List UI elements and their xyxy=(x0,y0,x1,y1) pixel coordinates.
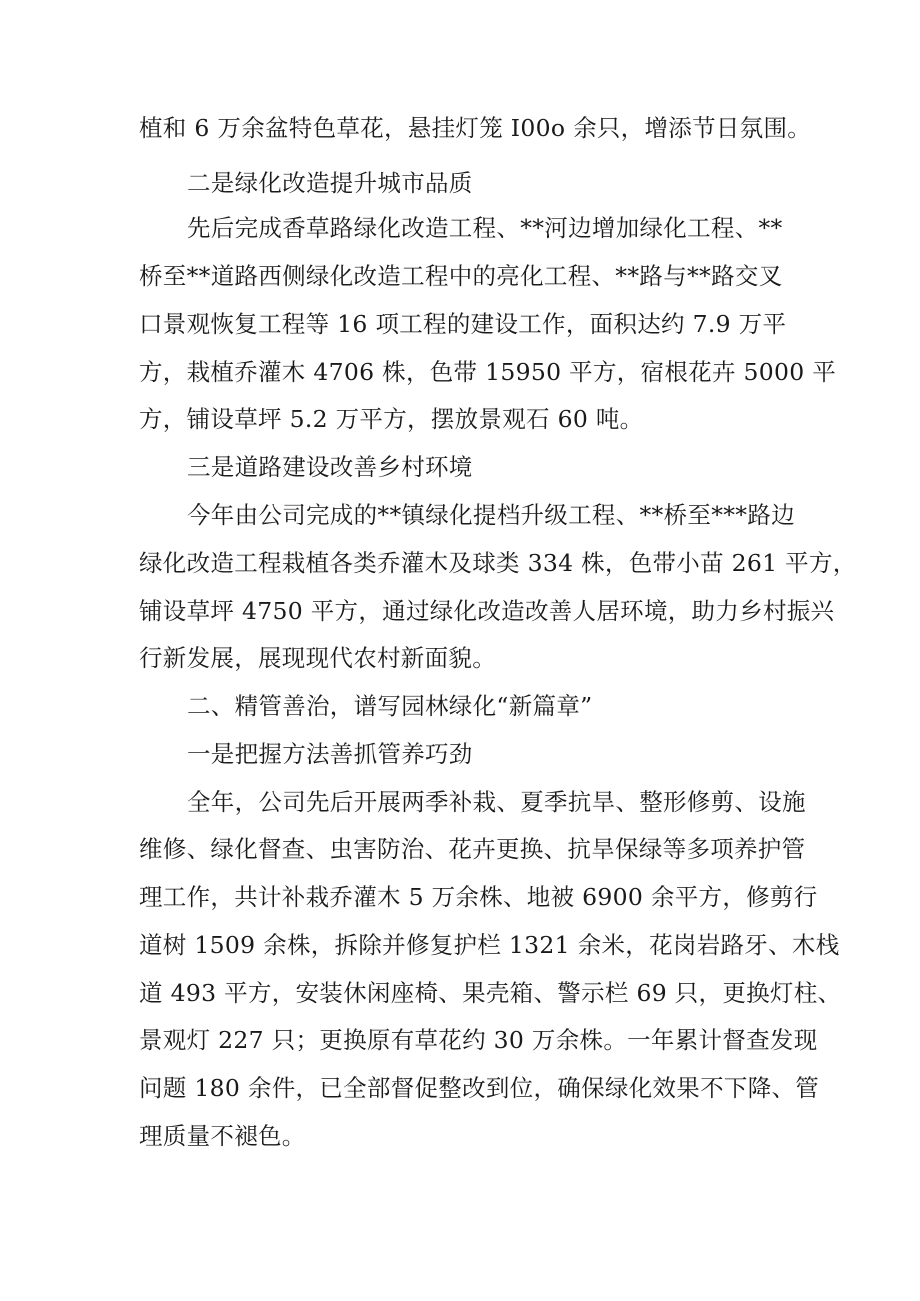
paragraph-line: 绿化改造工程栽植各类乔灌木及球类 334 株，色带小苗 261 平方， xyxy=(139,549,857,577)
paragraph-line: 方，栽植乔灌木 4706 株，色带 15950 平方，宿根花卉 5000 平 xyxy=(139,358,837,386)
paragraph-line: 先后完成香草路绿化改造工程、**河边增加绿化工程、** xyxy=(187,214,783,242)
paragraph-line: 问题 180 余件，已全部督促整改到位，确保绿化效果不下降、管 xyxy=(139,1074,820,1102)
paragraph-line: 景观灯 227 只；更换原有草花约 30 万余株。一年累计督查发现 xyxy=(139,1026,818,1054)
section-heading: 三是道路建设改善乡村环境 xyxy=(187,453,473,481)
section-heading: 二是绿化改造提升城市品质 xyxy=(187,169,473,197)
paragraph-line: 理工作，共计补栽乔灌木 5 万余株、地被 6900 余平方，修剪行 xyxy=(139,883,818,911)
paragraph-line: 维修、绿化督查、虫害防治、花卉更换、抗旱保绿等多项养护管 xyxy=(139,835,806,863)
paragraph-line: 今年由公司完成的**镇绿化提档升级工程、**桥至***路边 xyxy=(187,501,795,529)
paragraph-line: 行新发展，展现现代农村新面貌。 xyxy=(139,644,496,672)
paragraph-line: 方，铺设草坪 5.2 万平方，摆放景观石 60 吨。 xyxy=(139,405,644,433)
section-heading: 一是把握方法善抓管养巧劲 xyxy=(187,740,473,768)
paragraph-line: 铺设草坪 4750 平方，通过绿化改造改善人居环境，助力乡村振兴 xyxy=(139,597,835,625)
paragraph-line: 道树 1509 余株，拆除并修复护栏 1321 余米，花岗岩路牙、木栈 xyxy=(139,931,840,959)
paragraph-line: 桥至**道路西侧绿化改造工程中的亮化工程、**路与**路交叉 xyxy=(139,262,783,290)
chapter-heading: 二、精管善治，谱写园林绿化“新篇章” xyxy=(187,692,593,720)
paragraph-line: 道 493 平方，安装休闲座椅、果壳箱、警示栏 69 只，更换灯柱、 xyxy=(139,979,842,1007)
paragraph-line: 口景观恢复工程等 16 项工程的建设工作，面积达约 7.9 万平 xyxy=(139,310,787,338)
paragraph-line: 植和 6 万余盆特色草花，悬挂灯笼 I00o 余只，增添节日氛围。 xyxy=(139,114,812,142)
paragraph-line: 理质量不褪色。 xyxy=(139,1122,306,1150)
paragraph-line: 全年，公司先后开展两季补栽、夏季抗旱、整形修剪、设施 xyxy=(187,788,806,816)
